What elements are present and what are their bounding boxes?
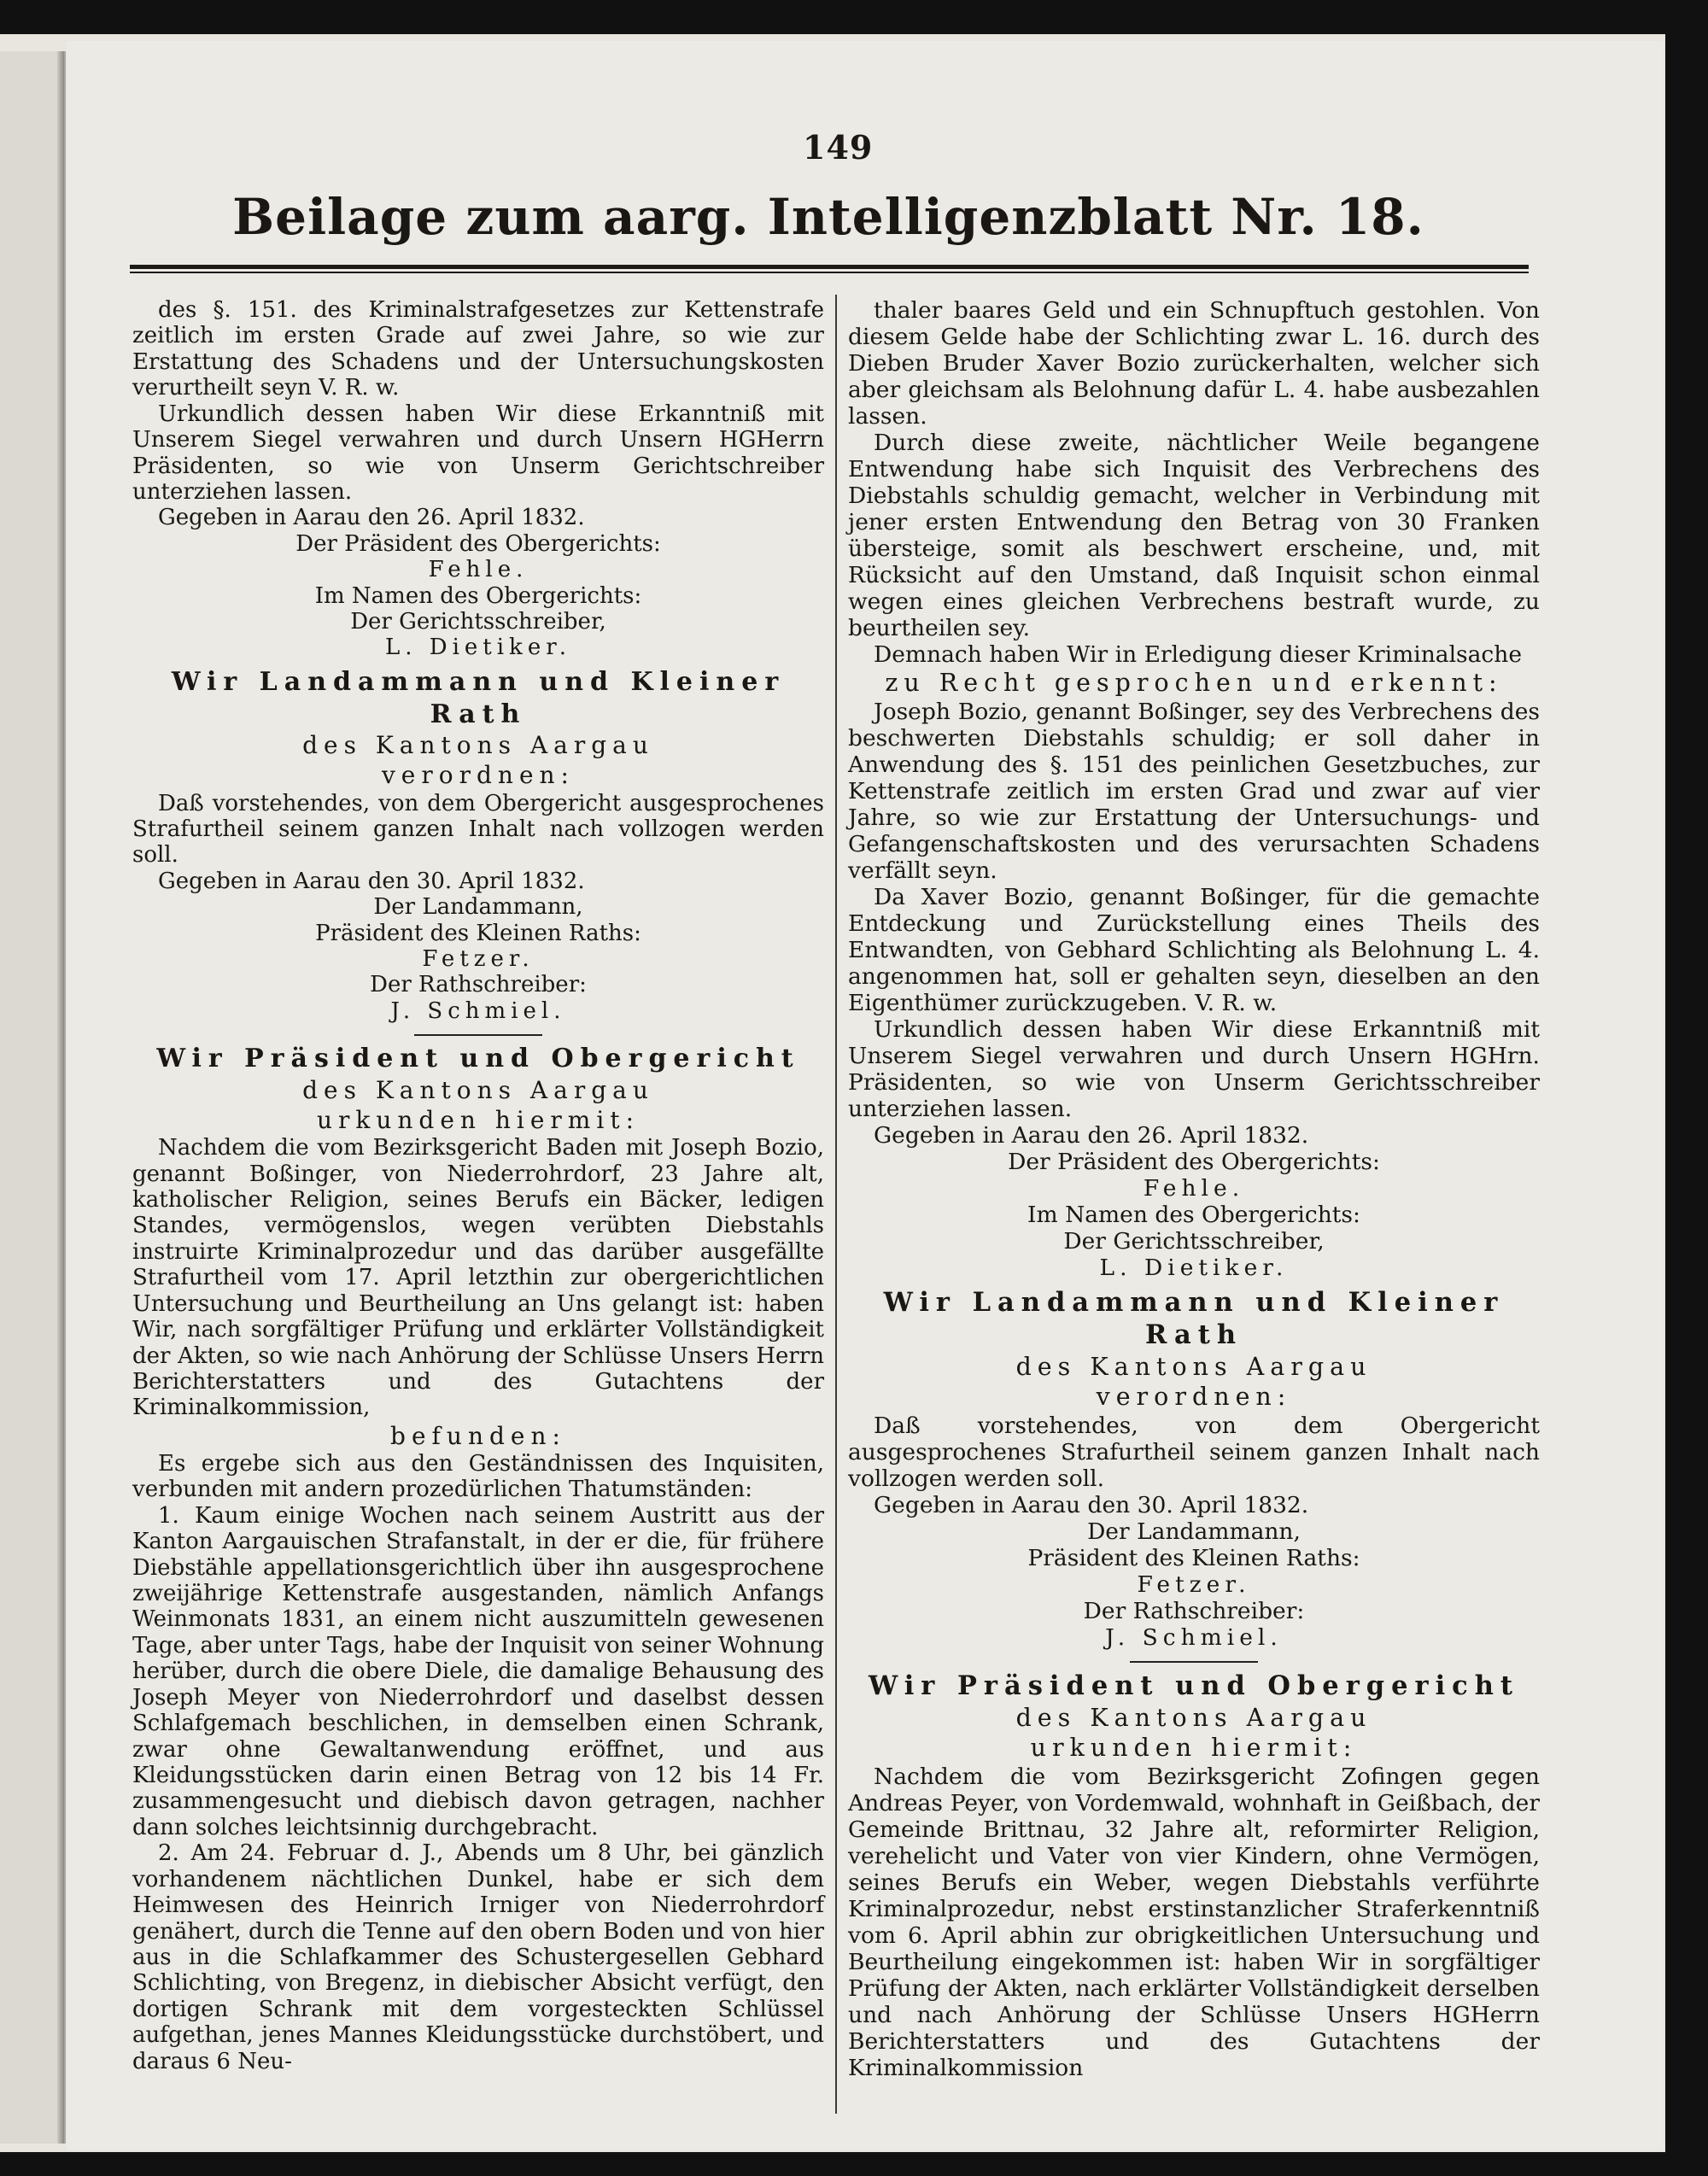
paragraph: 2. Am 24. Februar d. J., Abends um 8 Uhr, bei gänzlich vorhandenem nächtlichen Dunkel, habe er sich dem Heimwesen des Heinrich Irniger von Niederrohrdorf genähert, durch die Tenne auf den obern Boden und von hier aus in die Schlafkammer des Schustergesellen Gebhard Schlichting, von Bregenz, in diebischer Absicht verfügt, den dortigen Schrank mit dem vorgesteckten Schlüssel aufgethan, jenes Mannes Kleidungsstücke durchstöbert, und daraus 6 Neu- — [132, 1840, 824, 2074]
section-subheading: des Kantons Aargau — [1015, 1703, 1372, 1732]
column-divider — [835, 295, 837, 2114]
signature-name: L. Dietiker. — [384, 635, 572, 661]
paragraph: Nachdem die vom Bezirksgericht Zofingen gegen Andreas Peyer, von Vordemwald, wohnhaft in Geißbach, der Gemeinde Brittnau, 32 Jahre alt, reformirter Religion, verehelicht und Vater von vier Kindern, ohne Vermögen, seines Berufs ein Weber, wegen Diebstahls verführte Kriminalprozedur, nebst erstinstanzlicher Straferkenntniß vom 6. April abhin zur obrigkeitlichen Untersuchung und Beurtheilung eingekommen ist: haben Wir in sorgfältiger Prüfung der Akten, nach erklärter Vollständigkeit derselben und nach Anhörung der Schlüsse Unsers HGHerrn Berichterstatters und des Gutachtens der Kriminalkommission — [848, 1764, 1540, 2082]
paragraph: 1. Kaum einige Wochen nach seinem Austritt aus der Kanton Aargauischen Strafanstalt, in der er die, für frühere Diebstähle appellationsgerichtlich über ihn ausgesprochene zweijährige Kettenstrafe ausgestanden, nämlich Anfangs Weinmonats 1831, an einem nicht auszumitteln gewesenen Tage, aber unter Tags, habe der Inquisit von seiner Wohnung herüber, durch die obere Diele, die damalige Behausung des Joseph Meyer von Niederrohrdorf und daselbst dessen Schlafgemach beschlichen, in demselben einen Schrank, zwar ohne Gewaltanwendung eröffnet, und aus Kleidungsstücken darin einen Betrag von 12 bis 14 Fr. zusammengesucht und diebisch davon getragen, nachher dann solches leichtsinnig durchgebracht. — [132, 1502, 824, 1840]
paragraph: Durch diese zweite, nächtlicher Weile begangene Entwendung habe sich Inquisit des Verbrechens des Diebstahls schuldig gemacht, welcher in Verbindung mit jener ersten Entwendung den Betrag von 30 Franken übersteige, somit als beschwert erscheine, und, mit Rücksicht auf den Umstand, daß Inquisit schon einmal wegen eines gleichen Verbrechens bestraft wurde, zu beurtheilen sey. — [848, 430, 1540, 641]
section-heading: Wir Präsident und Obergericht — [868, 1670, 1519, 1702]
signature-name: Fehle. — [428, 557, 529, 583]
paragraph: Gegeben in Aarau den 26. April 1832. — [158, 505, 585, 531]
section-subheading: des Kantons Aargau — [302, 731, 654, 760]
section-subheading: des Kantons Aargau — [302, 1076, 654, 1104]
section-heading: Wir Präsident und Obergericht — [156, 1044, 800, 1074]
section-divider — [414, 1034, 542, 1036]
paragraph: Gegeben in Aarau den 30. April 1832. — [874, 1492, 1309, 1519]
paragraph: Gegeben in Aarau den 26. April 1832. — [874, 1121, 1309, 1149]
signature-name: Fehle. — [1143, 1174, 1245, 1202]
book-spine — [57, 51, 64, 2144]
section-divider — [1130, 1661, 1258, 1663]
signature-line: Präsident des Kleinen Raths: — [315, 920, 641, 946]
page-heading: Beilage zum aarg. Intelligenzblatt Nr. 18. — [232, 188, 1424, 246]
paragraph: Daß vorstehendes, von dem Obergericht ausgesprochenes Strafurtheil seinem ganzen Inhalt nach vollzogen werden soll. — [132, 790, 824, 869]
section-subheading: verordnen: — [1096, 1383, 1292, 1412]
paragraph: Nachdem die vom Bezirksgericht Baden mit Joseph Bozio, genannt Boßinger, von Niederrohrdorf, 23 Jahre alt, katholischer Religion, seines Berufs ein Bäcker, ledigen Standes, vermögenslos, wegen verübten Diebstahls instruirte Kriminalprozedur und das darüber ausgefällte Strafurtheil vom 17. April letzthin zur obergerichtlichen Untersuchung und Beurtheilung an Uns gelangt ist: haben Wir, nach sorgfältiger Prüfung und erklärter Vollständigkeit der Akten, so wie nach Anhörung der Schlüsse Unsers Herrn Berichterstatters und des Gutachtens der Kriminalkommission, — [132, 1135, 824, 1421]
facing-page-edge — [0, 51, 66, 2144]
signature-line: Der Gerichtsschreiber, — [1063, 1227, 1325, 1255]
section-heading: Wir Landammann und Kleiner Rath — [883, 1286, 1505, 1351]
signature-name: L. Dietiker. — [1099, 1254, 1289, 1281]
section-subheading: urkunden hiermit: — [316, 1106, 640, 1135]
section-subheading: befunden: — [390, 1421, 566, 1450]
paragraph: Urkundlich dessen haben Wir diese Erkanntniß mit Unserem Siegel verwahren und durch Unsern HGHrn. Präsidenten, so wie von Unserm Gerichtsschreiber unterziehen lassen. — [848, 1015, 1540, 1122]
paragraph: Demnach haben Wir in Erledigung dieser Kriminalsache — [874, 641, 1523, 668]
paragraph: Joseph Bozio, genannt Boßinger, sey des Verbrechens des beschwerten Diebstahls schuldig; er soll daher in Anwendung des §. 151 des peinlichen Gesetzbuches, zur Kettenstrafe zeitlich im ersten Grad und zwar auf vier Jahre, so wie zur Erstattung der Untersuchungs- und Gefangenschaftskosten und des verursachten Schadens verfällt seyn. — [848, 698, 1540, 884]
signature-name: Fetzer. — [1137, 1571, 1251, 1599]
paragraph: des §. 151. des Kriminalstrafgesetzes zur Kettenstrafe zeitlich im ersten Grade auf zwei Jahre, so wie zur Erstattung des Schadens und der Untersuchungskosten verurtheilt seyn V. R. w. — [132, 297, 824, 401]
right-column — [848, 297, 1540, 2081]
paragraph: thaler baares Geld und ein Schnupftuch gestohlen. Von diesem Gelde habe der Schlichting zwar L. 16. durch des Dieben Bruder Xaver Bozio zurückerhalten, welcher sich aber gleichsam als Belohnung dafür L. 4. habe ausbezahlen lassen. — [848, 297, 1540, 430]
signature-name: J. Schmiel. — [1105, 1624, 1283, 1652]
section-subheading: urkunden hiermit: — [1030, 1734, 1358, 1763]
signature-line: Der Gerichtsschreiber, — [350, 609, 606, 635]
section-heading: Wir Landammann und Kleiner Rath — [171, 666, 786, 729]
signature-name: Fetzer. — [422, 946, 535, 973]
signature-line: Der Landammann, — [373, 894, 583, 921]
paragraph: Daß vorstehendes, von dem Obergericht ausgesprochenes Strafurtheil seinem ganzen Inhalt nach vollzogen werden soll. — [848, 1413, 1540, 1493]
section-subheading: des Kantons Aargau — [1015, 1352, 1372, 1381]
paragraph: Urkundlich dessen haben Wir diese Erkanntniß mit Unserem Siegel verwahren und durch Unsern HGHerrn Präsidenten, so wie von Unserm Gerichtschreiber unterziehen lassen. — [132, 401, 824, 505]
signature-line: Der Rathschreiber: — [370, 972, 587, 998]
signature-line: Im Namen des Obergerichts: — [314, 582, 642, 609]
page-number: 149 — [803, 128, 874, 167]
signature-line: Der Präsident des Obergerichts: — [1008, 1148, 1380, 1175]
signature-line: Der Landammann, — [1087, 1518, 1301, 1546]
paragraph: Da Xaver Bozio, genannt Boßinger, für die gemachte Entdeckung und Zurückstellung eines Theils des Entwandten, von Gebhard Schlichting als Belohnung L. 4. angenommen hat, soll er gehalten seyn, dieselben an den Eigenthümer zurückzugeben. V. R. w. — [848, 883, 1540, 1016]
heading-rule — [130, 265, 1529, 273]
left-column — [132, 297, 824, 2074]
paragraph: Gegeben in Aarau den 30. April 1832. — [158, 868, 585, 894]
paragraph: Es ergebe sich aus den Geständnissen des Inquisiten, verbunden mit andern prozedürlichen Thatumständen: — [132, 1450, 824, 1503]
signature-line: Der Rathschreiber: — [1083, 1598, 1305, 1625]
signature-line: Im Namen des Obergerichts: — [1027, 1201, 1360, 1228]
signature-name: J. Schmiel. — [390, 997, 566, 1024]
signature-line: Präsident des Kleinen Raths: — [1027, 1545, 1360, 1572]
signature-line: Der Präsident des Obergerichts: — [295, 530, 661, 557]
section-subheading: zu Recht gesprochen und erkennt: — [885, 669, 1503, 697]
section-subheading: verordnen: — [381, 761, 575, 790]
